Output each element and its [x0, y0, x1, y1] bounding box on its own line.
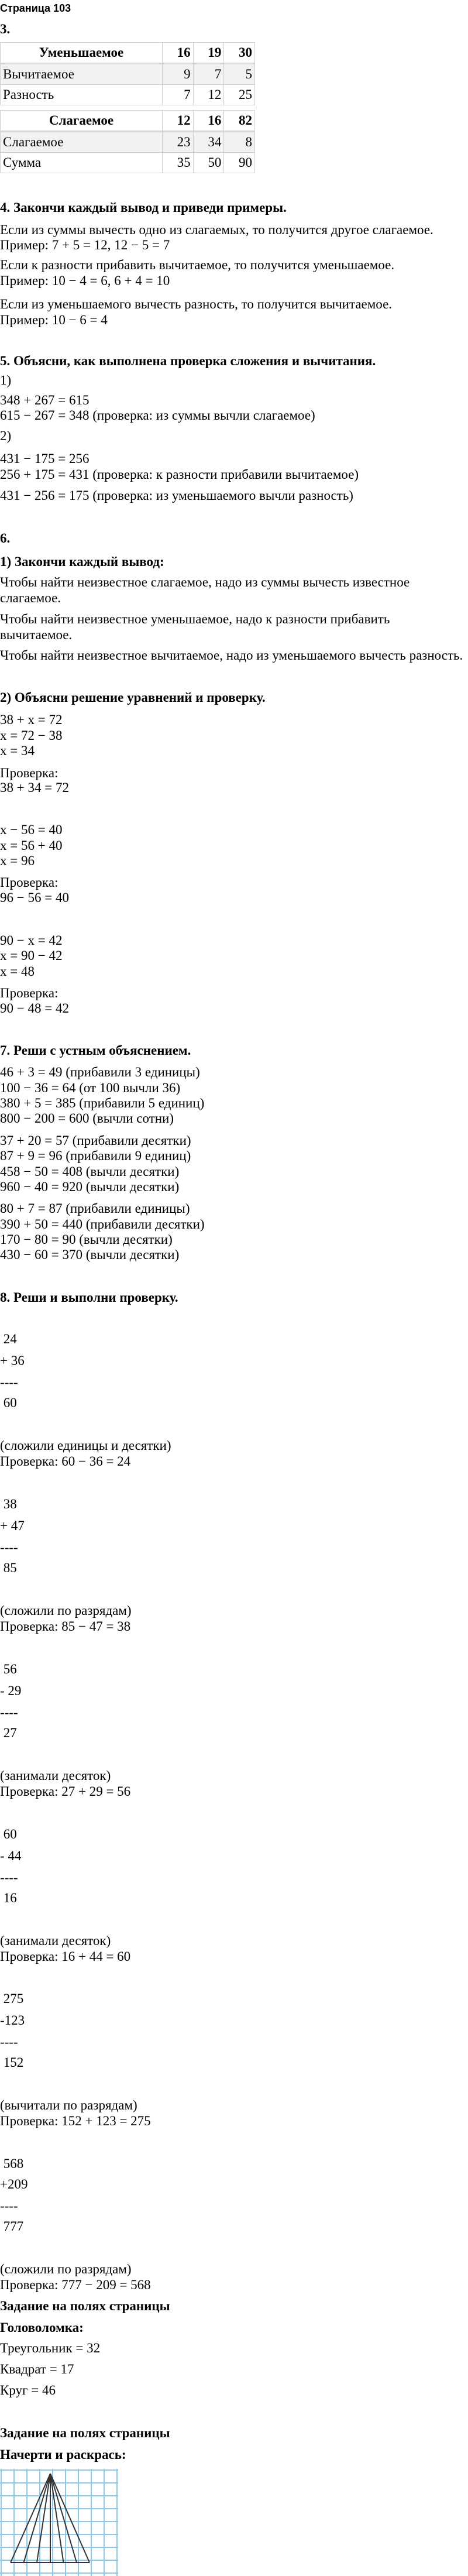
column-result: 152 — [0, 2055, 24, 2070]
conclusion-line: Чтобы найти неизвестное слагаемое, надо из суммы вычесть известное — [0, 575, 410, 589]
calc-line: 800 − 200 = 600 (вычли сотни) — [0, 1111, 174, 1126]
calc-line: 80 + 7 = 87 (прибавили единицы) — [0, 1201, 190, 1216]
task8-heading: 8. Реши и выполни проверку. — [0, 1290, 178, 1305]
draw-heading: Начерти и раскрась: — [0, 2447, 126, 2462]
table-cell: 35 — [163, 153, 194, 173]
triangle-line — [50, 2474, 77, 2563]
triangle-line — [50, 2474, 90, 2563]
calc-line: 380 + 5 = 385 (прибавили 5 единиц) — [0, 1096, 205, 1110]
equation-line: 431 − 256 = 175 (проверка: из уменьшаемого вычли разность) — [0, 488, 353, 503]
table-cell: 82 — [224, 111, 255, 132]
column-rule: ---- — [0, 1540, 18, 1555]
column-top: 38 — [0, 1497, 17, 1511]
equation-line: 348 + 267 = 615 — [0, 393, 90, 407]
equation-line: 38 + x = 72 — [0, 712, 63, 727]
margin-task-heading: Задание на полях страницы — [0, 2299, 170, 2313]
table-cell: 8 — [224, 132, 255, 153]
column-note: (сложили по разрядам) — [0, 2262, 132, 2276]
column-top: 56 — [0, 1662, 17, 1676]
triangle-drawing — [0, 2469, 118, 2576]
column-top: 568 — [0, 2156, 24, 2171]
column-bottom: + 47 — [0, 1518, 25, 1533]
column-note: (сложили единицы и десятки) — [0, 1438, 171, 1453]
table-row — [1, 153, 255, 173]
equation-line: x = 56 + 40 — [0, 838, 63, 853]
puzzle-heading: Головоломка: — [0, 2320, 84, 2335]
task7-heading: 7. Реши с устным объяснением. — [0, 1043, 191, 1058]
part-label: 2) — [0, 428, 12, 443]
table-cell: 5 — [224, 64, 255, 85]
column-note: (занимали десяток) — [0, 1933, 111, 1948]
table-cell: Разность — [1, 85, 163, 105]
triangle-lines — [11, 2474, 90, 2563]
column-rule: ---- — [0, 2035, 18, 2049]
column-result: 27 — [0, 1726, 17, 1740]
triangle-line — [37, 2474, 50, 2563]
triangle-line — [24, 2474, 51, 2563]
column-check: Проверка: 85 − 47 = 38 — [0, 1619, 131, 1634]
column-top: 275 — [0, 1991, 24, 2006]
table-cell: 12 — [163, 111, 194, 132]
task6-part2-heading: 2) Объясни решение уравнений и проверку. — [0, 690, 266, 705]
check-line: 90 − 48 = 42 — [0, 1001, 69, 1016]
equation-line: 256 + 175 = 431 (проверка: к разности прибавили вычитаемое) — [0, 467, 359, 482]
equation-line: 431 − 175 = 256 — [0, 451, 90, 466]
column-rule: ---- — [0, 1375, 18, 1390]
table-cell: Слагаемое — [1, 132, 163, 153]
check-line: 96 − 56 = 40 — [0, 890, 69, 905]
equation-line: x = 96 — [0, 853, 35, 868]
column-top: 60 — [0, 1827, 17, 1841]
equation-line: x = 90 − 42 — [0, 948, 63, 963]
rule-example: Пример: 7 + 5 = 12, 12 − 5 = 7 — [0, 238, 170, 252]
equation-line: x = 34 — [0, 743, 35, 758]
puzzle-answer: Треугольник = 32 — [0, 2341, 101, 2355]
rule-text: Если из суммы вычесть одно из слагаемых, то получится другое слагаемое. — [0, 222, 433, 237]
equation-line: x − 56 = 40 — [0, 822, 63, 837]
table-cell: 34 — [193, 132, 224, 153]
column-top: 24 — [0, 1332, 17, 1346]
task5-heading: 5. Объясни, как выполнена проверка сложения и вычитания. — [0, 354, 376, 368]
calc-line: 430 − 60 = 370 (вычли десятки) — [0, 1247, 180, 1262]
column-rule: ---- — [0, 1870, 18, 1885]
column-rule: ---- — [0, 1705, 18, 1720]
rule-text: Если к разности прибавить вычитаемое, то получится уменьшаемое. — [0, 258, 395, 272]
subtraction-table — [0, 42, 255, 105]
table-row — [1, 64, 255, 85]
check-label: Проверка: — [0, 986, 58, 1000]
triangle-line — [11, 2474, 50, 2563]
equation-line: 90 − x = 42 — [0, 933, 63, 948]
calc-line: 46 + 3 = 49 (прибавили 3 единицы) — [0, 1065, 200, 1079]
table-cell: Слагаемое — [1, 111, 163, 132]
calc-line: 87 + 9 = 96 (прибавили 9 единиц) — [0, 1148, 191, 1163]
table-cell: 16 — [193, 111, 224, 132]
column-bottom: -123 — [0, 2013, 25, 2028]
table-cell: 25 — [224, 85, 255, 105]
column-bottom: - 44 — [0, 1848, 22, 1863]
column-check: Проверка: 152 + 123 = 275 — [0, 2114, 151, 2128]
column-bottom: +209 — [0, 2177, 28, 2191]
table-cell: 12 — [193, 85, 224, 105]
column-bottom: - 29 — [0, 1683, 22, 1698]
equation-line: x = 48 — [0, 964, 35, 979]
column-check: Проверка: 60 − 36 = 24 — [0, 1454, 131, 1469]
column-check: Проверка: 27 + 29 = 56 — [0, 1784, 131, 1799]
table-cell: Вычитаемое — [1, 64, 163, 85]
column-note: (сложили по разрядам) — [0, 1603, 132, 1618]
column-check: Проверка: 777 − 209 = 568 — [0, 2277, 151, 2292]
conclusion-line: Чтобы найти неизвестное уменьшаемое, надо к разности прибавить — [0, 612, 390, 626]
table-cell: 7 — [163, 85, 194, 105]
table-cell: 16 — [163, 43, 194, 64]
column-note: (занимали десяток) — [0, 1768, 111, 1783]
table-cell: 19 — [193, 43, 224, 64]
column-result: 60 — [0, 1395, 17, 1410]
part-label: 1) — [0, 373, 12, 387]
table-cell: 90 — [224, 153, 255, 173]
column-result: 777 — [0, 2219, 24, 2234]
column-bottom: + 36 — [0, 1353, 25, 1368]
column-result: 16 — [0, 1891, 17, 1905]
equation-line: 615 − 267 = 348 (проверка: из суммы вычли слагаемое) — [0, 408, 315, 423]
table-row — [1, 132, 255, 153]
conclusion-line: вычитаемое. — [0, 627, 73, 642]
check-label: Проверка: — [0, 766, 58, 780]
task4-heading: 4. Закончи каждый вывод и приведи примеры. — [0, 200, 287, 215]
equation-line: x = 72 − 38 — [0, 728, 63, 743]
rule-text: Если из уменьшаемого вычесть разность, то получится вычитаемое. — [0, 297, 393, 311]
table-cell: 30 — [224, 43, 255, 64]
page-title: Страница 103 — [0, 2, 71, 14]
table-row — [1, 85, 255, 105]
task6-number: 6. — [0, 531, 11, 546]
grid-lines — [0, 2469, 118, 2576]
calc-line: 100 − 36 = 64 (от 100 вычли 36) — [0, 1081, 181, 1095]
conclusion-line: слагаемое. — [0, 591, 61, 605]
task6-part1-heading: 1) Закончи каждый вывод: — [0, 554, 164, 569]
table-cell: Сумма — [1, 153, 163, 173]
table-row — [1, 111, 255, 132]
table-row — [1, 43, 255, 64]
column-result: 85 — [0, 1560, 17, 1575]
task3-number: 3. — [0, 22, 11, 36]
rule-example: Пример: 10 − 6 = 4 — [0, 313, 108, 327]
calc-line: 960 − 40 = 920 (вычли десятки) — [0, 1179, 180, 1194]
table-cell: 50 — [193, 153, 224, 173]
table-cell: 23 — [163, 132, 194, 153]
column-note: (вычитали по разрядам) — [0, 2098, 137, 2112]
check-line: 38 + 34 = 72 — [0, 780, 69, 795]
puzzle-answer: Квадрат = 17 — [0, 2362, 74, 2376]
table-cell: 9 — [163, 64, 194, 85]
conclusion-line: Чтобы найти неизвестное вычитаемое, надо из уменьшаемого вычесть разность. — [0, 648, 463, 663]
rule-example: Пример: 10 − 4 = 6, 6 + 4 = 10 — [0, 273, 170, 288]
addition-table — [0, 110, 255, 173]
calc-line: 390 + 50 = 440 (прибавили десятки) — [0, 1217, 205, 1232]
calc-line: 170 − 80 = 90 (вычли десятки) — [0, 1232, 173, 1247]
column-check: Проверка: 16 + 44 = 60 — [0, 1949, 131, 1964]
table-cell: Уменьшаемое — [1, 43, 163, 64]
calc-line: 458 − 50 = 408 (вычли десятки) — [0, 1164, 180, 1179]
margin-task-heading: Задание на полях страницы — [0, 2426, 170, 2440]
calc-line: 37 + 20 = 57 (прибавили десятки) — [0, 1133, 191, 1148]
puzzle-answer: Круг = 46 — [0, 2383, 56, 2397]
column-rule: ---- — [0, 2198, 18, 2213]
check-label: Проверка: — [0, 875, 58, 890]
table-cell: 7 — [193, 64, 224, 85]
